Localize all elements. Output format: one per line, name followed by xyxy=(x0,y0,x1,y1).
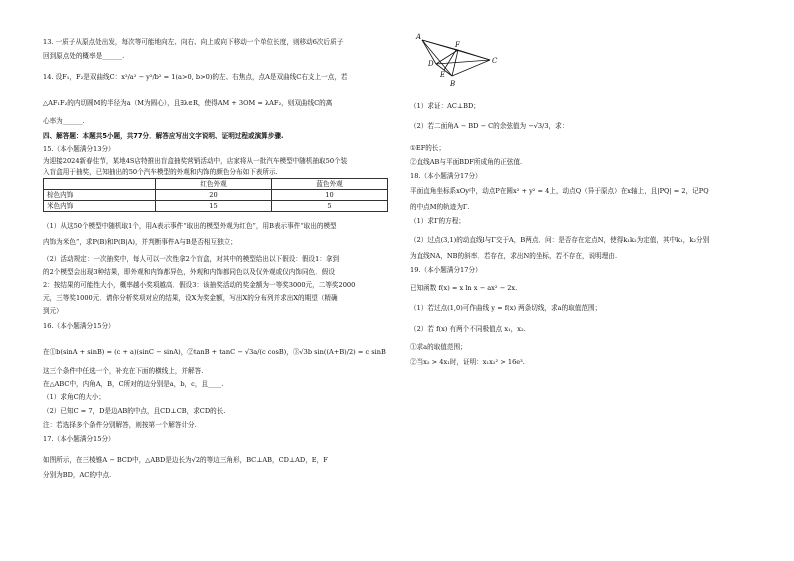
table-cell: 10 xyxy=(272,190,388,201)
pyramid-figure xyxy=(410,30,500,92)
figure-label-f: F xyxy=(455,41,460,49)
color-distribution-table xyxy=(43,178,388,212)
figure-label-d: D xyxy=(428,60,434,68)
question-18-part2-line1: （2）过点(3,1)的动直线l与Γ交于A，B两点．问：是否存在定点N，使得k₁k₂为定值，其中k₁，k₂分别 xyxy=(410,236,710,244)
question-15-part1-line1: （1）从这50个模型中随机取1个，用A表示事件“取出的模型外观为红色”，用B表示事件“取出的模型 xyxy=(43,222,337,230)
table-row xyxy=(44,201,388,212)
question-18-heading: 18.（本小题满分17分） xyxy=(410,172,482,180)
q17-part2-sub2: ②直线AB与平面BDF所成角的正弦值. xyxy=(410,158,523,166)
question-19-part2-sub2: ②当x₂ > 4x₁时，证明：x₁x₂² > 16e³. xyxy=(410,358,525,366)
figure-label-b: B xyxy=(450,80,456,88)
question-16-setup: 在△ABC中，内角A，B，C所对的边分别是a，b，c，且____. xyxy=(43,380,224,388)
table-cell: 棕色内饰 xyxy=(44,190,156,201)
question-16-instruction: 这三个条件中任选一个，补充在下面的横线上，并解答. xyxy=(43,367,204,375)
question-18-part1: （1）求Γ的方程； xyxy=(410,217,465,225)
question-16-conditions: 在①b(sinA + sinB) = (c + a)(sinC − sinA)，②tanB + tanC − √3a/(c cosB)，③√3b sin((A+B)/2) = c sinB xyxy=(43,348,386,356)
q17-part2: （2）若二面角A − BD − C的余弦值为 −√3/3，求： xyxy=(410,122,569,130)
q17-part1: （1）求证：AC⊥BD； xyxy=(410,102,480,110)
question-14-line2: △AF₁F₂的内切圆M的半径为a（M为圆心），且∃λ∈R，使得AM + 3OM = λAF₂，则双曲线C的离 xyxy=(43,99,333,107)
table-header-cell xyxy=(44,179,156,190)
table-cell: 20 xyxy=(156,190,272,201)
question-17-text1: 如图所示，在三棱锥A − BCD中，△ABD是边长为√2的等边三角形，BC⊥AB，CD⊥AD，E，F xyxy=(43,456,328,464)
question-16-part2: （2）已知C = 7，D是边AB的中点，且CD⊥CB，求CD的长. xyxy=(43,407,226,415)
question-15-part2-line1: （2）活动规定：一次抽奖中，每人可以一次性拿2个盲盒，对其中的模型给出以下假设：假设1：拿到 xyxy=(43,255,340,263)
question-15-text1: 为迎接2024新春佳节，某地4S店特推出盲盒抽奖营销活动中，店家将从一批汽车模型中随机抽取50个装 xyxy=(43,157,348,165)
question-18-text1: 平面直角坐标系xOy中，动点P在圆x² + y² = 4上，动点Q（异于原点）在x轴上，且|PQ| = 2，记PQ xyxy=(410,187,709,195)
question-15-text2: 入盲盒用于抽奖，已知抽出的50个汽车模型的外观和内饰的颜色分布如下表所示. xyxy=(43,168,278,176)
table-header-row xyxy=(44,179,388,190)
q17-part2-sub1: ①EF的长； xyxy=(410,144,446,152)
question-15-part2-line5: 到元） xyxy=(43,307,63,315)
figure-label-c: C xyxy=(492,57,498,65)
question-15-part1-line2: 内饰为米色”，求P(B)和P(B|A)，并判断事件A与B是否相互独立； xyxy=(43,238,237,246)
question-18-part2-line2: 为直线NA，NB的斜率．若存在，求出N的坐标，若不存在，说明理由. xyxy=(410,252,618,260)
table-header-cell: 红色外观 xyxy=(156,179,272,190)
section-4-heading: 四、解答题：本题共5小题，共77分．解答应写出文字说明、证明过程或演算步骤. xyxy=(43,132,284,140)
table-header-cell: 蓝色外观 xyxy=(272,179,388,190)
question-19-part1: （1）若过点(1,0)可作曲线 y = f(x) 两条切线，求a的取值范围； xyxy=(410,304,602,312)
question-18-text2: 的中点M的轨迹为Γ. xyxy=(410,203,470,211)
question-13-line1: 13. 一质子从原点处出发，每次等可能地向左、向右、向上或向下移动一个单位长度，则移动6次后质子 xyxy=(43,38,344,46)
question-15-part2-line4: 元，三等奖1000元．请你分析奖项对应的结果，设X为奖金额，写出X的分布列并求出X的期望（精确 xyxy=(43,294,338,302)
question-15-part2-line2: 的2个模型会出现3种结果，即外观和内饰都异色，外观和内饰都同色以及仅外观或仅内饰同色．假设 xyxy=(43,268,335,276)
figure-label-e: E xyxy=(440,71,446,79)
question-15-part2-line3: 2：按结果的可能性大小，概率越小奖项越高．假设3：该抽奖活动的奖金额为一等奖3000元，二等奖2000 xyxy=(43,281,356,289)
question-14-line1: 14. 设F₁，F₂是双曲线C：x²/a² − y²/b² = 1(a>0, b>0)的左、右焦点，点A是双曲线C右支上一点，若 xyxy=(43,73,348,81)
question-13-line2: 回到原点处的概率是______. xyxy=(43,52,125,60)
question-15-heading: 15.（本小题满分13分） xyxy=(43,145,115,153)
question-16-heading: 16.（本小题满分15分） xyxy=(43,322,115,330)
question-19-heading: 19.（本小题满分17分） xyxy=(410,266,482,274)
question-17-text2: 分别为BD，AC的中点. xyxy=(43,471,112,479)
question-17-heading: 17.（本小题满分15分） xyxy=(43,435,115,443)
question-14-line3: 心率为______. xyxy=(43,117,85,125)
question-16-part1: （1）求角C的大小； xyxy=(43,393,105,401)
table-row xyxy=(44,190,388,201)
question-19-function: 已知函数 f(x) = x ln x − ax² − 2x. xyxy=(410,284,518,292)
table-cell: 5 xyxy=(272,201,388,212)
table-cell: 15 xyxy=(156,201,272,212)
table-cell: 米色内饰 xyxy=(44,201,156,212)
question-19-part2-sub1: ①求a的取值范围； xyxy=(410,343,467,351)
figure-label-a: A xyxy=(416,33,422,41)
question-16-note: 注：若选择多个条件分别解答，则按第一个解答计分. xyxy=(43,421,197,429)
question-19-part2: （2）若 f(x) 有两个不同极值点 x₁，x₂. xyxy=(410,325,526,333)
